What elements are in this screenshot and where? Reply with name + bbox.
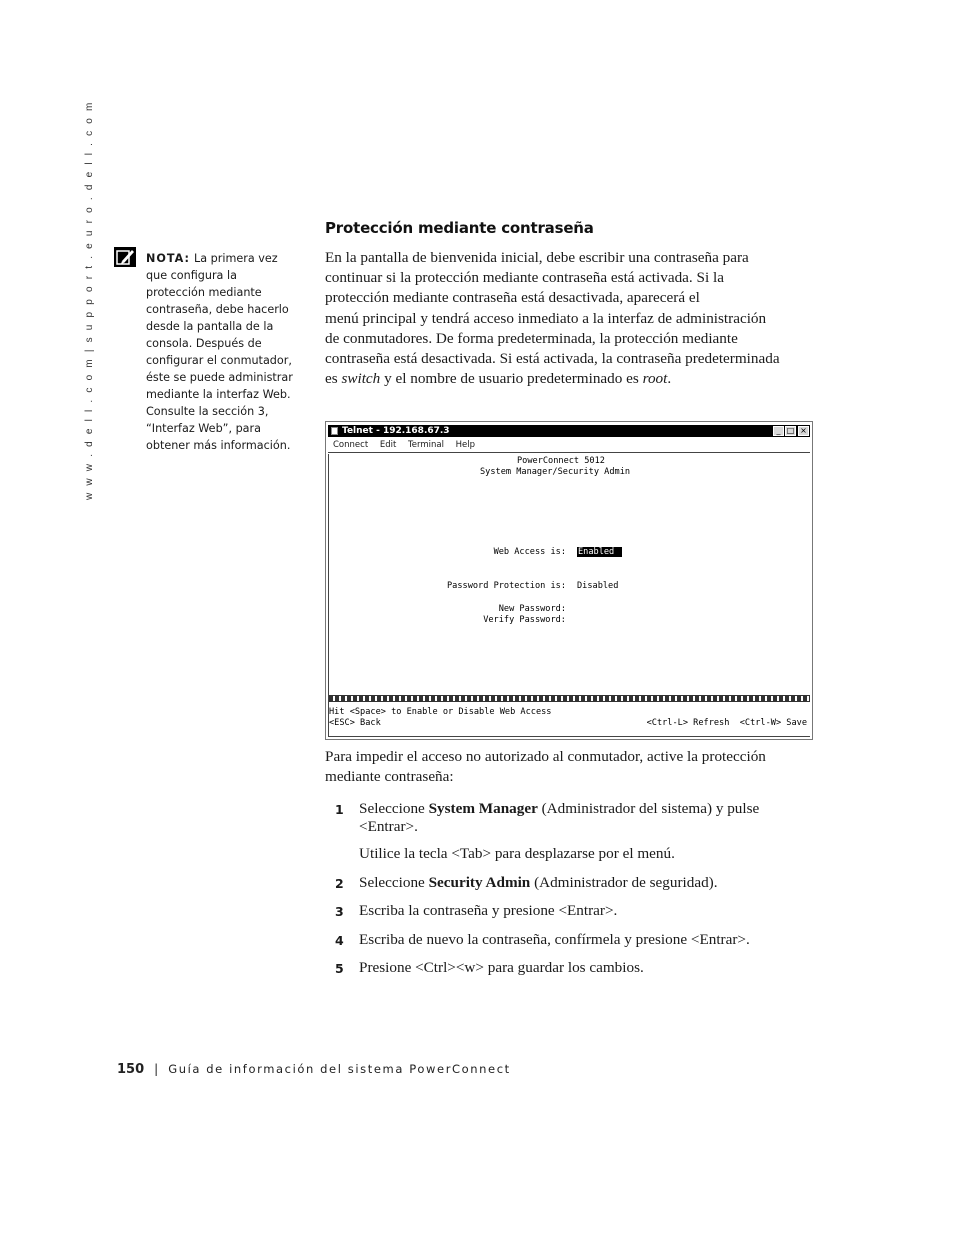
system-manager-option: System Manager — [428, 800, 538, 817]
step-number: 2 — [335, 876, 344, 891]
esc-back-shortcut: <ESC> Back — [329, 718, 381, 728]
intro-line: continuar si la protección mediante contraseña está activada. Si la — [325, 269, 724, 287]
window-titlebar — [328, 425, 810, 437]
terminal-hint: Hit <Space> to Enable or Disable Web Access — [329, 707, 552, 717]
note-label: NOTA: — [146, 252, 190, 265]
intro-line: menú principal y tendrá acceso inmediato a la interfaz de administración — [325, 309, 767, 327]
page-footer — [117, 1062, 511, 1077]
terminal-header-path: System Manager/Security Admin — [480, 467, 631, 477]
terminal-header-product: PowerConnect 5012 — [517, 456, 605, 466]
intro-paragraph — [325, 248, 815, 389]
default-password: switch — [341, 370, 381, 388]
minimize-button[interactable]: _ — [773, 426, 784, 436]
protection-paragraph: Para impedir el acceso no autorizado al conmutador, active la protección mediante contraseña: — [325, 748, 766, 786]
refresh-save-shortcuts: <Ctrl-L> Refresh <Ctrl-W> Save — [646, 718, 807, 728]
intro-line-last: es switch y el nombre de usuario predeterminado es root. — [325, 370, 672, 388]
step-text: Presione <Ctrl><w> para guardar los cambios. — [359, 959, 644, 976]
intro-line: En la pantalla de bienvenida inicial, debe escribir una contraseña para — [325, 249, 749, 266]
intro-line: contraseña está desactivada. Si está activada, la contraseña predeterminada — [325, 350, 780, 368]
new-password-label: New Password: — [498, 604, 566, 614]
step-number: 5 — [335, 961, 344, 976]
menu-terminal[interactable]: Terminal — [408, 440, 444, 450]
telnet-app-icon — [331, 427, 338, 435]
footer-title: Guía de información del sistema PowerConnect — [168, 1062, 511, 1076]
step-text: Escriba de nuevo la contraseña, confírmela y presione <Entrar>. — [359, 931, 750, 948]
note — [146, 250, 298, 454]
maximize-button[interactable]: □ — [786, 426, 795, 435]
step-text: Escriba la contraseña y presione <Entrar>. — [359, 902, 618, 919]
terminal-screen — [328, 454, 810, 737]
telnet-screenshot — [325, 421, 813, 740]
terminal-separator — [329, 695, 810, 702]
intro-line: de conmutadores. De forma predeterminada, la protección mediante — [325, 329, 738, 347]
password-protection-value: Disabled — [577, 581, 619, 591]
step-note: Utilice la tecla <Tab> para desplazarse por el menú. — [359, 845, 675, 862]
step-number: 4 — [335, 933, 344, 948]
web-access-field[interactable]: Enabled — [577, 547, 622, 557]
page-number: 150 — [117, 1062, 145, 1077]
menu-edit[interactable]: Edit — [379, 440, 397, 450]
window-title: Telnet - 192.168.67.3 — [342, 426, 450, 436]
footer-separator: | — [154, 1062, 159, 1076]
step-number: 1 — [335, 802, 344, 817]
sidebar-url: w w w . d e l l . c o m | s u p p o r t . e u r o . d e l l . c o m — [84, 100, 95, 500]
password-protection-label: Password Protection is: — [447, 581, 566, 591]
menu-connect[interactable]: Connect — [333, 440, 369, 450]
section-title: Protección mediante contraseña — [325, 219, 594, 237]
intro-line: protección mediante contraseña está desactivada, aparecerá el — [325, 289, 700, 307]
verify-password-label: Verify Password: — [483, 615, 566, 625]
default-username: root — [642, 370, 668, 388]
menu-help[interactable]: Help — [455, 440, 476, 450]
close-button[interactable]: × — [798, 426, 809, 436]
pencil-note-icon — [114, 247, 136, 267]
step-number: 3 — [335, 904, 344, 919]
menubar — [328, 439, 810, 453]
note-text: La primera vez que configura la protección mediante contraseña, debe hacerlo desde la pantalla de la consola. Después de configurar el conmutador, éste se puede administrar mediante la interfaz Web. Consulte la sección 3, “Interfaz Web”, para obtener más información. — [146, 252, 293, 452]
web-access-label: Web Access is: — [493, 547, 566, 557]
security-admin-option: Security Admin — [428, 874, 531, 891]
